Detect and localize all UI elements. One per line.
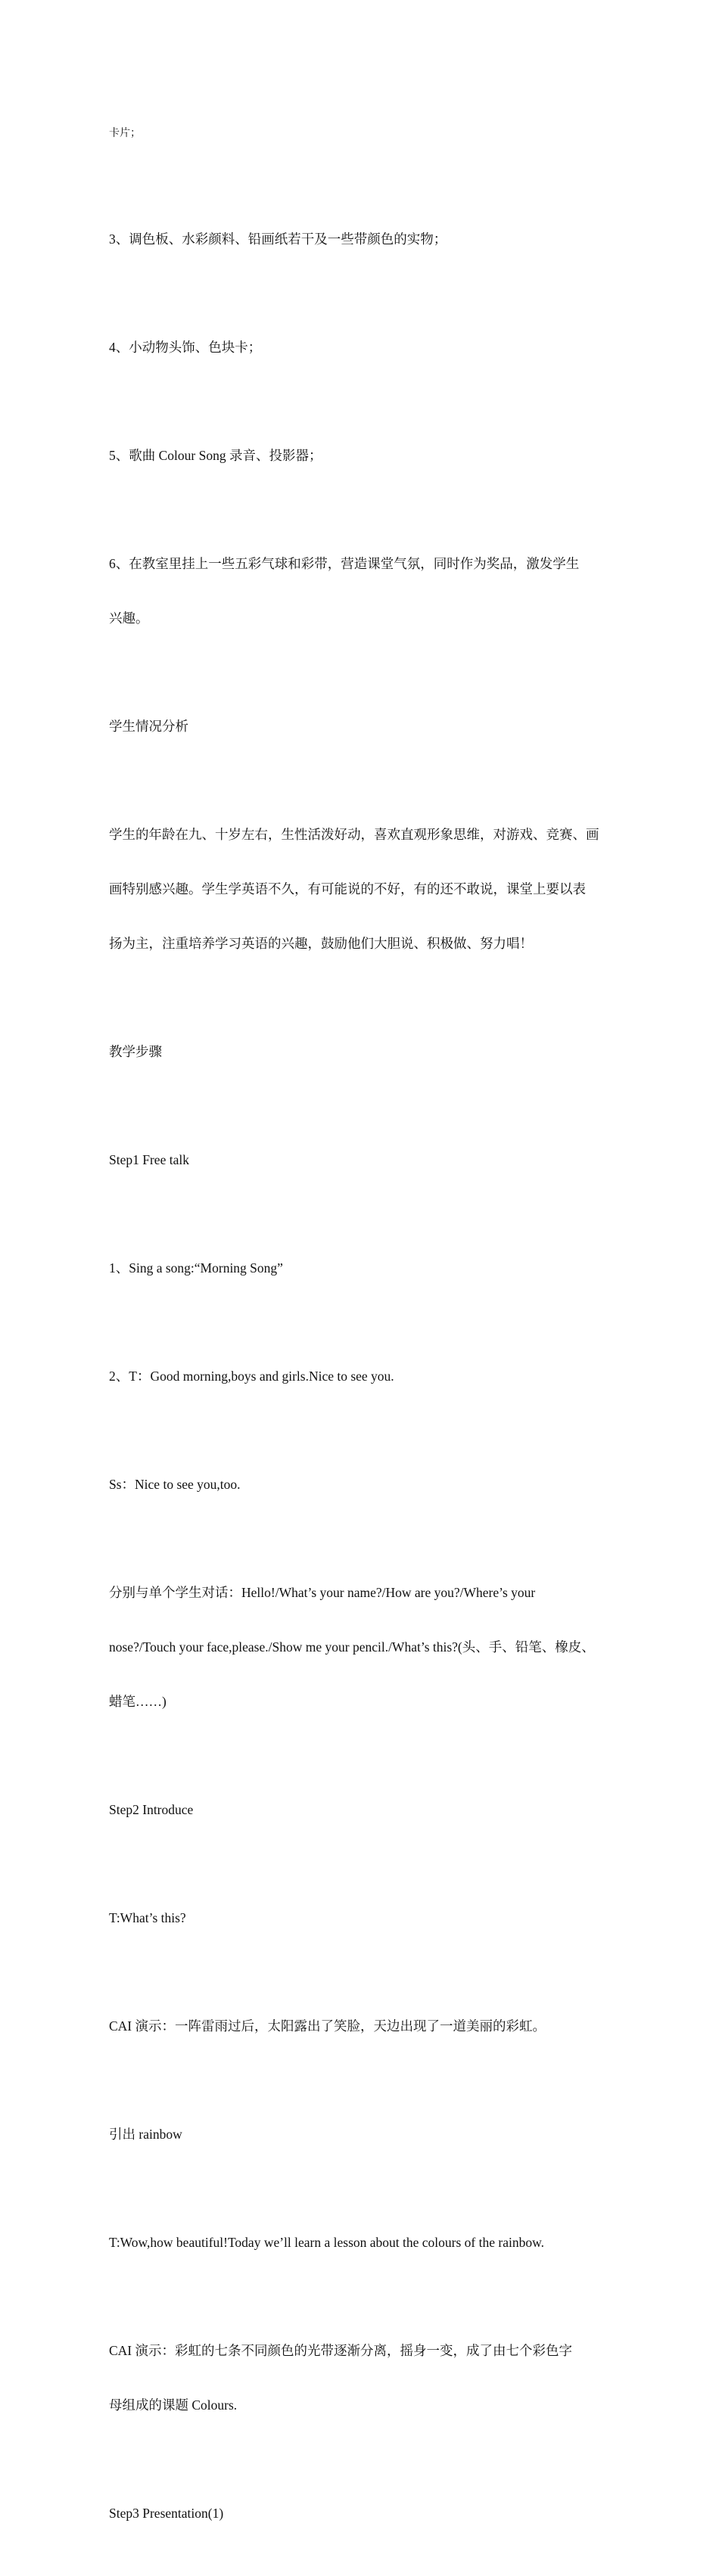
text-line: 学生情况分析 xyxy=(109,719,188,734)
paragraph xyxy=(109,410,624,501)
text-line: CAI 演示：一阵雷雨过后，太阳露出了笑脸，天边出现了一道美丽的彩虹。 xyxy=(109,2018,546,2034)
text-line: 4、小动物头饰、色块卡； xyxy=(109,340,262,355)
text-line: 6、在教室里挂上一些五彩气球和彩带，营造课堂气氛，同时作为奖品，激发学生 xyxy=(109,556,580,571)
text-line: Step1 Free talk xyxy=(109,1152,189,1167)
paragraph xyxy=(109,302,624,393)
text-line: 画特别感兴趣。学生学英语不久，有可能说的不好，有的还不敢说，课堂上要以表 xyxy=(109,881,586,896)
section-heading xyxy=(109,681,624,772)
text-line: T:What’s this? xyxy=(109,1910,186,1925)
paragraph xyxy=(109,1547,624,1747)
text-line: nose?/Touch your face,please./Show me your pencil./What’s this?(头、手、铅笔、橡皮、 xyxy=(109,1639,595,1655)
step-heading xyxy=(109,2468,624,2559)
text-line: CAI 演示：彩虹的七条不同颜色的光带逐渐分离，摇身一变，成了由七个彩色字 xyxy=(109,2343,573,2358)
paragraph xyxy=(109,2305,624,2450)
text-line: 分别与单个学生对话：Hello!/What’s your name?/How are you?/Where’s your xyxy=(109,1585,536,1600)
section-heading xyxy=(109,1006,624,1097)
text-line: T:Wow,how beautiful!Today we’ll learn a lesson about the colours of the rainbow. xyxy=(109,2235,544,2250)
paragraph xyxy=(109,2089,624,2180)
text-line: 扬为主，注重培养学习英语的兴趣，鼓励他们大胆说、积极做、努力唱！ xyxy=(109,936,533,951)
text-line: 教学步骤 xyxy=(109,1044,162,1059)
paragraph xyxy=(109,1331,624,1422)
text-line: Ss：Nice to see you,too. xyxy=(109,1477,241,1492)
text-line: Step2 Introduce xyxy=(109,1802,194,1817)
paragraph xyxy=(109,1439,624,1530)
text-line: 2、T：Good morning,boys and girls.Nice to see you. xyxy=(109,1369,394,1384)
paragraph xyxy=(109,789,624,989)
paragraph xyxy=(109,2197,624,2288)
text-line: 母组成的课题 Colours. xyxy=(109,2397,238,2413)
text-line: 卡片； xyxy=(109,128,141,139)
text-line: 3、调色板、水彩颜料、铅画纸若干及一些带颜色的实物； xyxy=(109,231,447,247)
document-body xyxy=(109,92,624,2576)
text-line: 蜡笔……) xyxy=(109,1694,167,1709)
paragraph xyxy=(109,1981,624,2071)
paragraph xyxy=(109,1223,624,1313)
step-heading xyxy=(109,1764,624,1855)
paragraph xyxy=(109,518,624,663)
text-line: 5、歌曲 Colour Song 录音、投影器； xyxy=(109,448,322,463)
paragraph xyxy=(109,1872,624,1963)
paragraph xyxy=(109,194,624,284)
paragraph xyxy=(109,92,624,176)
text-line: Step3 Presentation(1) xyxy=(109,2506,224,2521)
step-heading xyxy=(109,1114,624,1205)
text-line: 兴趣。 xyxy=(109,611,149,626)
text-line: 学生的年龄在九、十岁左右，生性活泼好动，喜欢直观形象思维，对游戏、竞赛、画 xyxy=(109,827,599,842)
text-line: 引出 rainbow xyxy=(109,2127,182,2142)
text-line: 1、Sing a song:“Morning Song” xyxy=(109,1260,283,1276)
